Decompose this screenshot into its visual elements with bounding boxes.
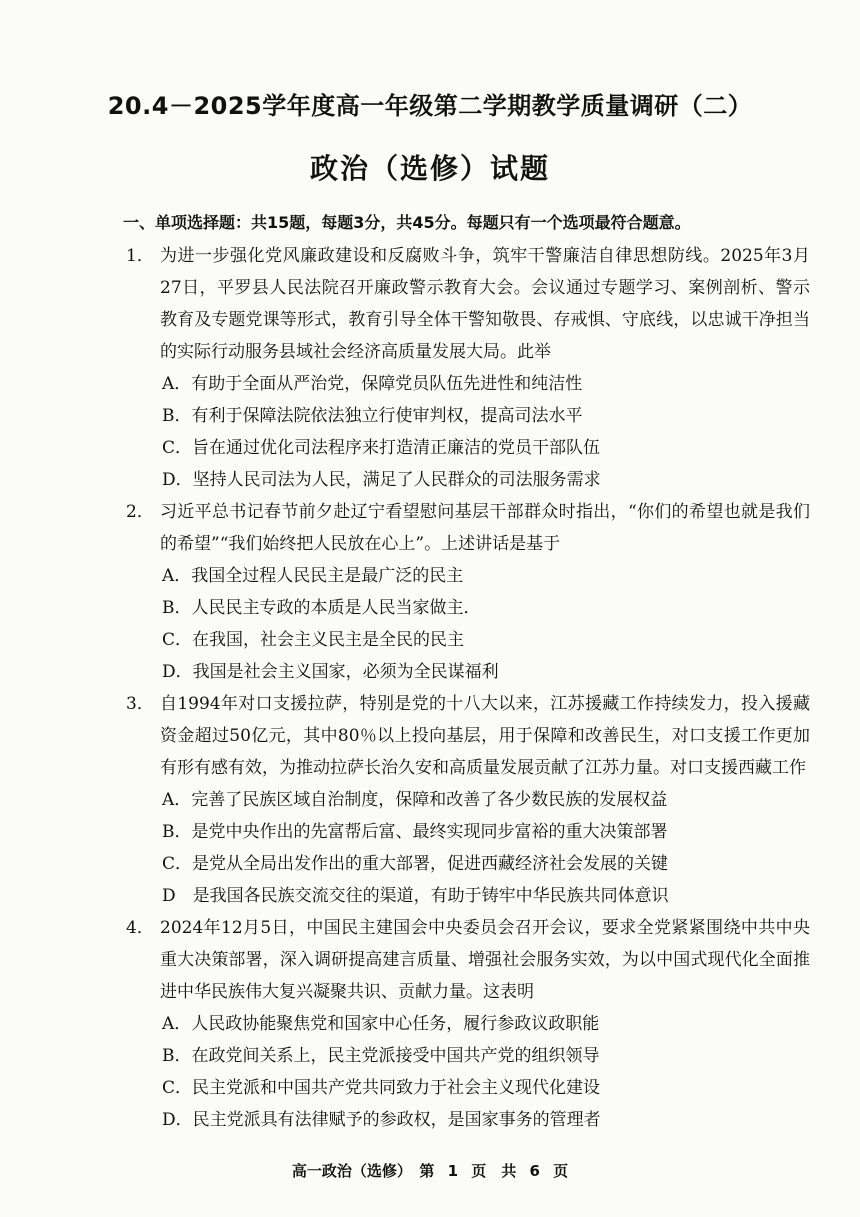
question-number: 4． — [126, 918, 154, 938]
question-stem: 2024年12月5日，中国民主建国会中央委员会召开会议，要求全党紧紧围绕中共中央重大决策部署，深入调研提高建言质量、增强社会服务实效，为以中国式现代化全面推进中华民族伟大复兴凝聚共识、贡献力量。这表明 — [160, 918, 810, 1002]
option-b: B．有利于保障法院依法独立行使审判权，提高司法水平 — [162, 406, 583, 426]
question-stem: 为进一步强化党风廉政建设和反腐败斗争，筑牢干警廉洁自律思想防线。2025年3月27日，平罗县人民法院召开廉政警示教育大会。会议通过专题学习、案例剖析、警示教育及专题党课等形式，教育引导全体干警知敬畏、存戒惧、守底线，以忠诚干净担当的实际行动服务县域社会经济高质量发展大局。此举 — [160, 246, 810, 362]
option-d: D．我国是社会主义国家，必须为全民谋福利 — [162, 662, 499, 682]
option-d: D．坚持人民司法为人民，满足了人民群众的司法服务需求 — [162, 470, 601, 490]
option-a: A．人民政协能聚焦党和国家中心任务，履行参政议政职能 — [162, 1014, 600, 1034]
question-number: 2． — [126, 502, 154, 522]
option-a: A．完善了民族区域自治制度，保障和改善了各少数民族的发展权益 — [162, 790, 668, 810]
option-b: B．人民民主专政的本质是人民当家做主． — [162, 598, 481, 618]
option-b: B．是党中央作出的先富帮后富、最终实现同步富裕的重大决策部署 — [162, 822, 668, 842]
option-d: D 是我国各民族交流交往的渠道，有助于铸牢中华民族共同体意识 — [162, 886, 669, 906]
option-d: D．民主党派具有法律赋予的参政权，是国家事务的管理者 — [162, 1110, 601, 1130]
question-1 — [126, 240, 810, 496]
option-c: C．是党从全局出发作出的重大部署，促进西藏经济社会发展的关键 — [162, 854, 669, 874]
exam-subtitle: 政治（选修）试题 — [309, 152, 550, 185]
option-c: C．民主党派和中国共产党共同致力于社会主义现代化建设 — [162, 1078, 601, 1098]
option-c: C．旨在通过优化司法程序来打造清正廉洁的党员干部队伍 — [162, 438, 601, 458]
question-stem: 习近平总书记春节前夕赴辽宁看望慰问基层干部群众时指出，“你们的希望也就是我们的希望”“我们始终把人民放在心上”。上述讲话是基于 — [160, 502, 810, 554]
question-3 — [126, 688, 810, 912]
question-stem: 自1994年对口支援拉萨，特别是党的十八大以来，江苏援藏工作持续发力，投入援藏资金超过50亿元，其中80％以上投向基层，用于保障和改善民生，对口支援工作更加有形有感有效，为推动拉萨长治久安和高质量发展贡献了江苏力量。对口支援西藏工作 — [160, 694, 810, 778]
option-b: B．在政党间关系上，民主党派接受中国共产党的组织领导 — [162, 1046, 600, 1066]
option-c: C．在我国，社会主义民主是全民的民主 — [162, 630, 465, 650]
option-a: A．有助于全面从严治党，保障党员队伍先进性和纯洁性 — [162, 374, 583, 394]
section-heading: 一、单项选择题：共15题，每题3分，共45分。每题只有一个选项最符合题意。 — [123, 213, 691, 232]
page-footer: 高一政治（选修） 第 1 页 共 6 页 — [291, 1162, 569, 1180]
option-a: A．我国全过程人民民主是最广泛的民主 — [162, 566, 464, 586]
question-list — [0, 240, 860, 1136]
question-number: 1． — [126, 246, 154, 266]
question-2 — [126, 496, 810, 688]
question-number: 3． — [126, 694, 154, 714]
question-4 — [126, 912, 810, 1136]
exam-title: 20.4－2025学年度高一年级第二学期教学质量调研（二） — [107, 92, 753, 120]
